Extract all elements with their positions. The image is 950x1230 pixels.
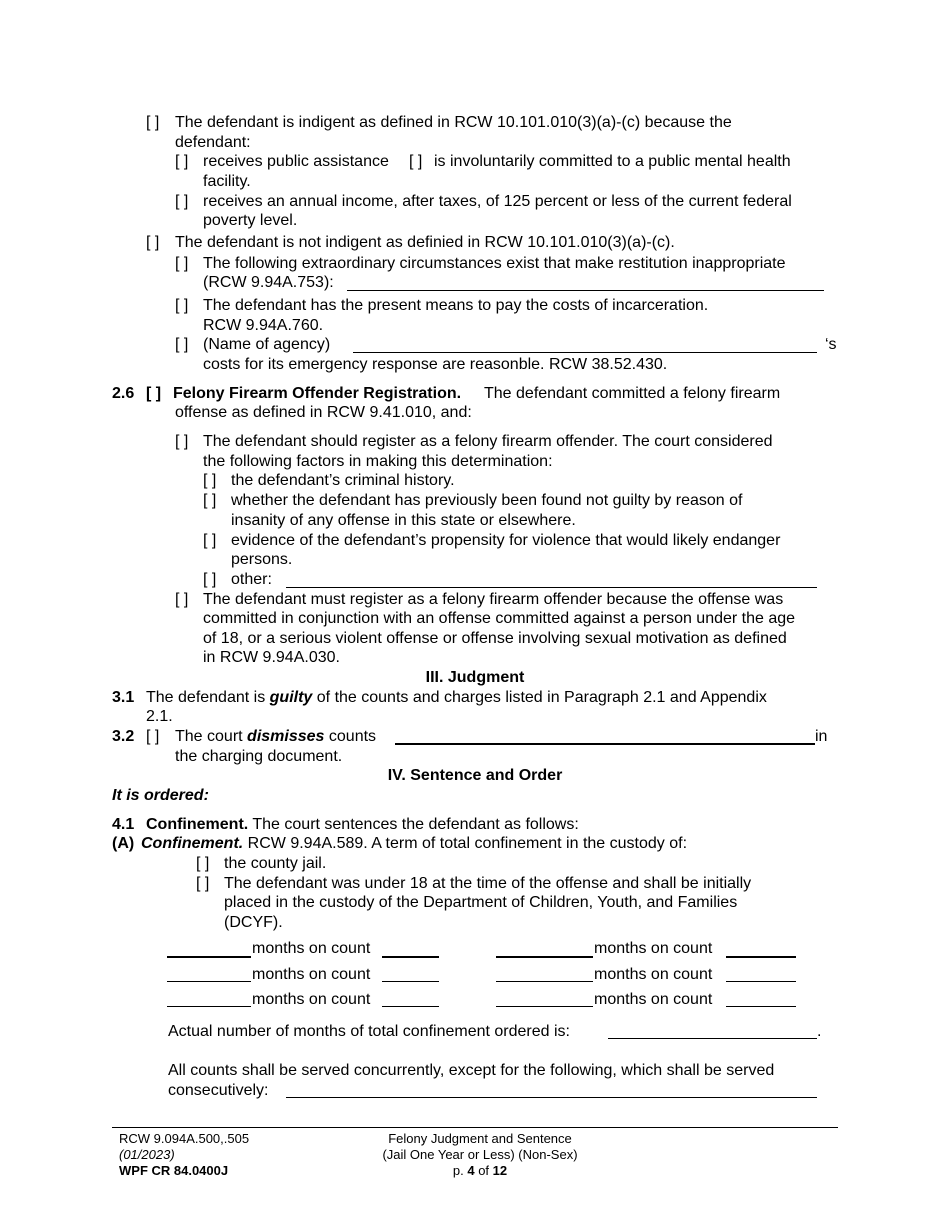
- dismiss-statement-cont: the charging document.: [175, 748, 343, 765]
- firearm-intro: The defendant committed a felony firearm: [484, 385, 781, 402]
- footer-date: (01/2023): [119, 1147, 175, 1162]
- months-blank-3[interactable]: [167, 981, 251, 982]
- section-4-1-number: 4.1: [112, 816, 135, 833]
- agency-checkbox[interactable]: [ ]: [175, 336, 189, 353]
- dismiss-statement: [175, 727, 376, 747]
- not-indigent-checkbox[interactable]: [ ]: [146, 234, 160, 251]
- months-blank-2[interactable]: [496, 956, 593, 958]
- under-18-text: The defendant was under 18 at the time of the offense and shall be initially: [224, 875, 752, 892]
- factor-violence-text: evidence of the defendant’s propensity for violence that would likely endanger: [231, 532, 781, 549]
- footer-subtitle: (Jail One Year or Less) (Non-Sex): [382, 1147, 578, 1162]
- count-blank-3[interactable]: [382, 981, 439, 982]
- factor-history-checkbox[interactable]: [ ]: [203, 472, 217, 489]
- indigent-text-cont: defendant:: [175, 134, 251, 151]
- count-blank-4[interactable]: [726, 981, 796, 982]
- factor-violence-checkbox[interactable]: [ ]: [203, 532, 217, 549]
- dismiss-text-a: The court: [175, 728, 243, 745]
- actual-months-period: .: [817, 1023, 822, 1040]
- footer-page-number: [340, 1163, 620, 1179]
- sentence-heading: IV. Sentence and Order: [387, 767, 563, 784]
- months-blank-1[interactable]: [167, 956, 251, 958]
- actual-months-blank[interactable]: [608, 1038, 817, 1039]
- under-18-text-3: (DCYF).: [224, 914, 283, 931]
- subsection-a-text: RCW 9.94A.589. A term of total confinement in the custody of:: [247, 835, 688, 852]
- firearm-title: Felony Firearm Offender Registration.: [173, 385, 462, 402]
- months-label-5: months on count: [252, 991, 371, 1008]
- indigent-text: The defendant is indigent as defined in RCW 10.101.010(3)(a)-(c) because the: [175, 114, 732, 131]
- actual-months-label: Actual number of months of total confinement ordered is:: [168, 1023, 570, 1040]
- agency-label: (Name of agency): [203, 336, 331, 353]
- confinement-title: Confinement.: [146, 816, 249, 833]
- consecutive-text: All counts shall be served concurrently, except for the following, which shall be served: [168, 1062, 775, 1079]
- months-blank-4[interactable]: [496, 981, 593, 982]
- factor-other-blank[interactable]: [286, 587, 817, 588]
- factor-other-checkbox[interactable]: [ ]: [203, 571, 217, 588]
- under-18-text-2: placed in the custody of the Department of Children, Youth, and Families: [224, 894, 738, 911]
- footer-rcw: RCW 9.094A.500,.505: [119, 1131, 250, 1146]
- agency-name-blank[interactable]: [353, 352, 817, 353]
- must-register-text-2: committed in conjunction with an offense committed against a person under the age: [203, 610, 796, 627]
- agency-text-cont: costs for its emergency response are reasonble. RCW 38.52.430.: [203, 356, 668, 373]
- dismiss-emphasis: dismisses: [247, 728, 325, 745]
- extraordinary-text-cont: (RCW 9.94A.753):: [203, 274, 334, 291]
- section-3-1-number: 3.1: [112, 689, 135, 706]
- consecutive-label: consecutively:: [168, 1082, 269, 1099]
- dismiss-checkbox[interactable]: [ ]: [146, 728, 160, 745]
- subsection-a-label: (A): [112, 835, 135, 852]
- public-assistance-text: receives public assistance: [203, 153, 389, 170]
- guilty-text-a: The defendant is: [146, 689, 266, 706]
- present-means-rcw: RCW 9.94A.760.: [203, 317, 324, 334]
- it-is-ordered: It is ordered:: [112, 787, 209, 804]
- present-means-text: The defendant has the present means to pay the costs of incarceration.: [203, 297, 709, 314]
- present-means-checkbox[interactable]: [ ]: [175, 297, 189, 314]
- must-register-text: The defendant must register as a felony firearm offender because the offense was: [203, 591, 784, 608]
- income-text-cont: poverty level.: [203, 212, 298, 229]
- count-blank-1[interactable]: [382, 956, 439, 958]
- factor-violence-text-cont: persons.: [231, 551, 293, 568]
- factor-history-text: the defendant’s criminal history.: [231, 472, 455, 489]
- income-text: receives an annual income, after taxes, of 125 percent or less of the current federal: [203, 193, 792, 210]
- income-checkbox[interactable]: [ ]: [175, 193, 189, 210]
- dismissed-counts-blank[interactable]: [395, 743, 815, 745]
- should-register-text-cont: the following factors in making this determination:: [203, 453, 553, 470]
- guilty-statement-cont: 2.1.: [146, 708, 173, 725]
- judgment-heading: III. Judgment: [425, 669, 525, 686]
- footer-divider: [112, 1127, 838, 1128]
- must-register-checkbox[interactable]: [ ]: [175, 591, 189, 608]
- mental-health-text-cont: facility.: [203, 173, 251, 190]
- extraordinary-text: The following extraordinary circumstances exist that make restitution inappropriate: [203, 255, 786, 272]
- months-blank-5[interactable]: [167, 1006, 251, 1007]
- months-label-6: months on count: [594, 991, 713, 1008]
- section-2-6-number: 2.6: [112, 385, 135, 402]
- public-assistance-checkbox[interactable]: [ ]: [175, 153, 189, 170]
- extraordinary-checkbox[interactable]: [ ]: [175, 255, 189, 272]
- agency-possessive: ‘s: [825, 336, 837, 353]
- months-label-2: months on count: [594, 940, 713, 957]
- mental-health-text: is involuntarily committed to a public mental health: [434, 153, 791, 170]
- page-prefix: p.: [452, 1163, 464, 1178]
- footer-form-id: WPF CR 84.0400J: [119, 1163, 229, 1178]
- should-register-text: The defendant should register as a felony firearm offender. The court considered: [203, 433, 773, 450]
- page-total: 12: [492, 1163, 508, 1178]
- count-blank-6[interactable]: [726, 1006, 796, 1007]
- dismiss-text-in: in: [815, 728, 828, 745]
- subsection-a-title: Confinement.: [141, 835, 244, 852]
- guilty-statement: [146, 688, 767, 708]
- firearm-intro-cont: offense as defined in RCW 9.41.010, and:: [175, 404, 472, 421]
- county-jail-text: the county jail.: [224, 855, 327, 872]
- footer-title: Felony Judgment and Sentence: [388, 1131, 572, 1146]
- page-current: 4: [467, 1163, 475, 1178]
- months-label-1: months on count: [252, 940, 371, 957]
- subsection-a-statement: [141, 834, 687, 854]
- factor-insanity-checkbox[interactable]: [ ]: [203, 492, 217, 509]
- extraordinary-blank[interactable]: [347, 290, 824, 291]
- county-jail-checkbox[interactable]: [ ]: [196, 855, 210, 872]
- months-blank-6[interactable]: [496, 1006, 593, 1007]
- months-label-4: months on count: [594, 966, 713, 983]
- factor-insanity-text-cont: insanity of any offense in this state or elsewhere.: [231, 512, 576, 529]
- months-label-3: months on count: [252, 966, 371, 983]
- dismiss-text-c: counts: [328, 728, 377, 745]
- consecutive-blank[interactable]: [286, 1097, 817, 1098]
- must-register-text-4: in RCW 9.94A.030.: [203, 649, 340, 666]
- confinement-statement: [146, 815, 579, 835]
- factor-other-label: other:: [231, 571, 272, 588]
- count-blank-2[interactable]: [726, 956, 796, 958]
- must-register-text-3: of 18, or a serious violent offense or offense involving sexual motivation as defined: [203, 630, 787, 647]
- under-18-checkbox[interactable]: [ ]: [196, 875, 210, 892]
- section-3-2-number: 3.2: [112, 728, 135, 745]
- confinement-text: The court sentences the defendant as follows:: [252, 816, 579, 833]
- firearm-checkbox[interactable]: [ ]: [146, 385, 162, 402]
- should-register-checkbox[interactable]: [ ]: [175, 433, 189, 450]
- factor-insanity-text: whether the defendant has previously been found not guilty by reason of: [231, 492, 743, 509]
- indigent-checkbox[interactable]: [ ]: [146, 114, 160, 131]
- not-indigent-text: The defendant is not indigent as definied in RCW 10.101.010(3)(a)-(c).: [175, 234, 675, 251]
- guilty-text-c: of the counts and charges listed in Paragraph 2.1 and Appendix: [316, 689, 767, 706]
- guilty-emphasis: guilty: [269, 689, 313, 706]
- count-blank-5[interactable]: [382, 1006, 439, 1007]
- page-of: of: [478, 1163, 490, 1178]
- mental-health-checkbox[interactable]: [ ]: [409, 153, 423, 170]
